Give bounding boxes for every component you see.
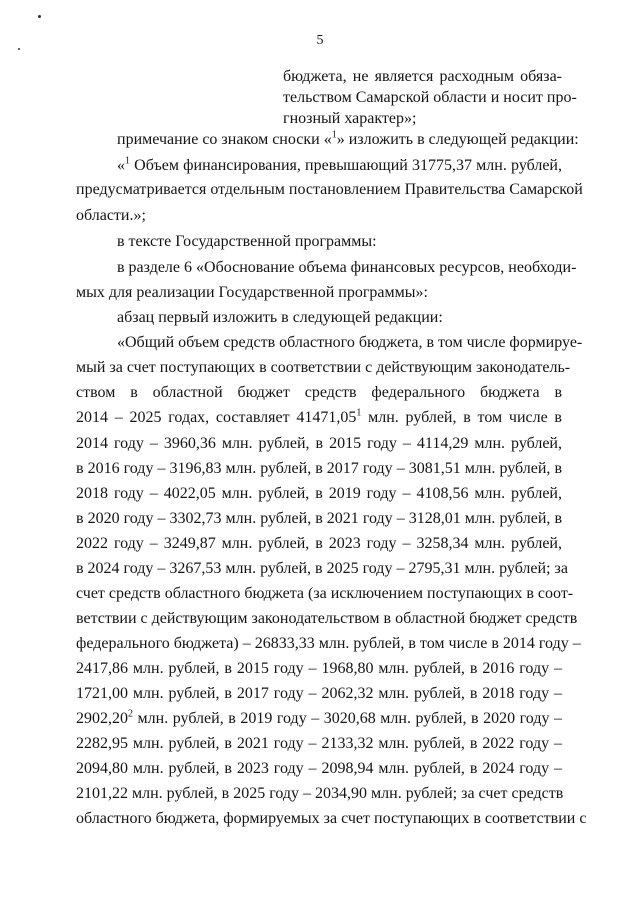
text-line: гнозный характер»; xyxy=(283,110,417,127)
text-line: в 2016 году – 3196,83 млн. рублей, в 2017 году – 3081,51 млн. рублей, в xyxy=(76,460,562,477)
text-line: 2282,95 млн. рублей, в 2021 году – 2133,32 млн. рублей, в 2022 году – xyxy=(76,735,562,752)
text-line: 2022 году – 3249,87 млн. рублей, в 2023 году – 3258,34 млн. рублей, xyxy=(76,535,562,552)
text-line: ством в областной бюджет средств федерального бюджета в xyxy=(76,384,562,401)
text-line: области.»; xyxy=(76,207,146,224)
text-line: «Общий объем средств областного бюджета, в том числе формируе- xyxy=(117,334,583,351)
text-line: 2101,22 млн. рублей, в 2025 году – 2034,90 млн. рублей; за счет средств xyxy=(76,785,564,802)
text-line: в 2020 году – 3302,73 млн. рублей, в 2021 году – 3128,01 млн. рублей, в xyxy=(76,510,562,527)
text-line: в тексте Государственной программы: xyxy=(117,233,377,250)
text-line: 2014 году – 3960,36 млн. рублей, в 2015 году – 4114,29 млн. рублей, xyxy=(76,435,562,452)
text-line: мый за счет поступающих в соответствии с действующим законодатель- xyxy=(76,359,571,376)
text-line: счет средств областного бюджета (за исключением поступающих в соот- xyxy=(76,585,574,602)
footnote-marker: 2 xyxy=(128,708,133,720)
footnote-marker: 1 xyxy=(125,155,130,167)
text-line: тельством Самарской области и носит про- xyxy=(283,89,577,106)
text-line: «$^1$ Объем финансирования, превышающий 31775,37 млн. рублей, xyxy=(117,155,562,174)
text-line: 2018 году – 4022,05 млн. рублей, в 2019 году – 4108,56 млн. рублей, xyxy=(76,485,562,502)
text-line: 2014 – 2025 годах, составляет 41471,05$^1$ млн. рублей, в том числе в xyxy=(76,407,562,426)
text-line: бюджета, не является расходным обяза- xyxy=(283,68,562,85)
scan-speck xyxy=(38,15,41,18)
footnote-marker: 1 xyxy=(331,129,337,141)
text-line: в 2024 году – 3267,53 млн. рублей, в 2025 году – 2795,31 млн. рублей; за xyxy=(76,560,568,577)
text-line: абзац первый изложить в следующей редакции: xyxy=(117,309,443,326)
text-line: 2417,86 млн. рублей, в 2015 году – 1968,80 млн. рублей, в 2016 году – xyxy=(76,660,562,677)
text-line: ветствии с действующим законодательством в областной бюджет средств xyxy=(76,610,578,627)
text-line: в разделе 6 «Обоснование объема финансовых ресурсов, необходи- xyxy=(117,259,577,276)
text-line: мых для реализации Государственной программы»: xyxy=(76,284,428,301)
text-line: федерального бюджета) – 26833,33 млн. рублей, в том числе в 2014 году – xyxy=(76,635,581,652)
text-line: 2094,80 млн. рублей, в 2023 году – 2098,94 млн. рублей, в 2024 году – xyxy=(76,760,562,777)
text-line: примечание со знаком сноски «$^1$» изложить в следующей редакции: xyxy=(117,129,579,148)
text-line: 1721,00 млн. рублей, в 2017 году – 2062,32 млн. рублей, в 2018 году – xyxy=(76,685,562,702)
text-line: 2902,20$^2$ млн. рублей, в 2019 году – 3020,68 млн. рублей, в 2020 году – xyxy=(76,708,562,727)
text-line: предусматривается отдельным постановлением Правительства Самарской xyxy=(76,181,583,198)
footnote-marker: 1 xyxy=(356,407,362,419)
text-line: областного бюджета, формируемых за счет поступающих в соответствии с xyxy=(76,810,587,827)
page-number: 5 xyxy=(316,33,324,48)
